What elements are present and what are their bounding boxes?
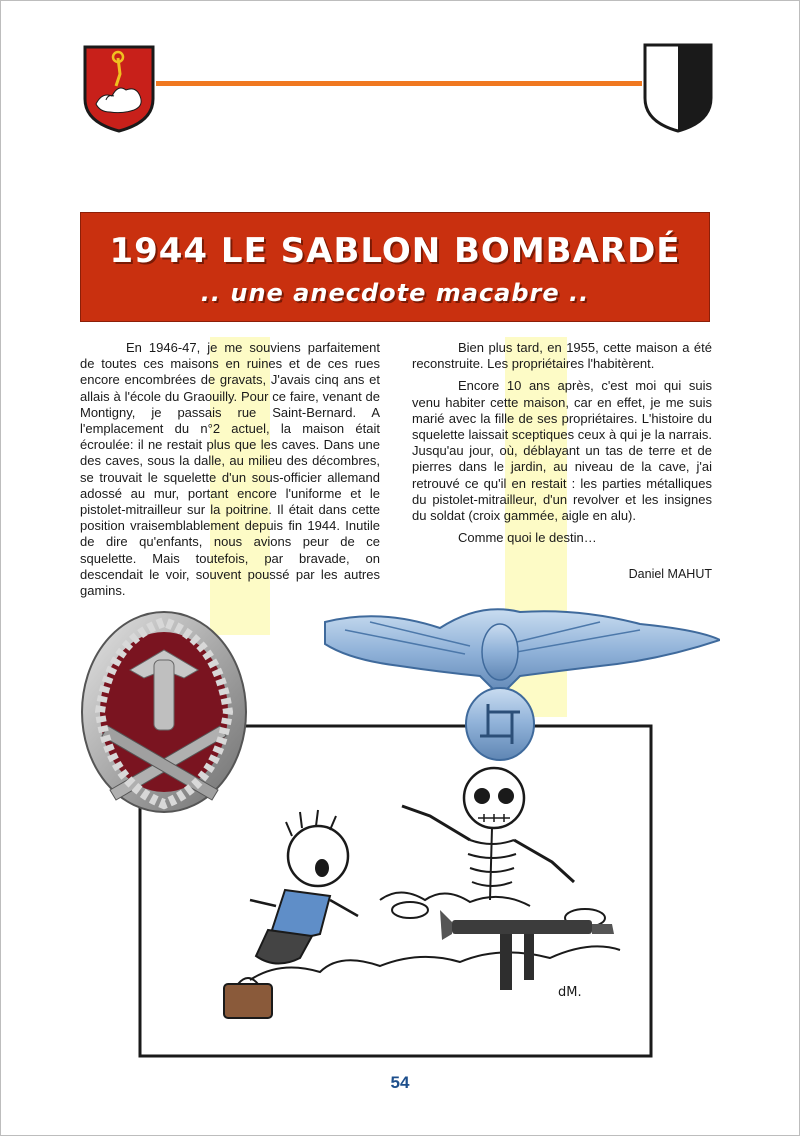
header-rule bbox=[156, 81, 642, 86]
illustration-collage bbox=[80, 600, 720, 1060]
author-name: Daniel MAHUT bbox=[628, 567, 712, 581]
coat-of-arms-red-griffin-icon bbox=[82, 44, 156, 134]
article-column-left bbox=[80, 340, 380, 605]
paragraph: En 1946-47, je me souviens parfaitement de toutes ces maisons en ruines et de ces rues encore encombrées de gravats, J'avais cinq ans et allais à l'école du Graouilly. Pour ce faire, venant de Montigny, je passais rue Saint-Bernard. A l'emplacement du n°2 actuel, la maison était écroulée: il ne restait plus que les caves. Dans une des caves, sous la dalle, au milieu des décombres, se trouvait le squelette d'un sous-officier allemand adossé au mur, portant encore l'uniforme et le pistolet-mitrailleur sur la poitrine. Il était dans cette position vraisemblablement depuis fin 1944. Inutile de dire qu'enfants, nous avions peur de ce squelette. Mais toutefois, par bravade, on descendait le voir, souvent poussé par les autres gamins. bbox=[80, 340, 380, 599]
assault-badge-photo bbox=[82, 612, 246, 812]
paragraph: Bien plus tard, en 1955, cette maison a été reconstruite. Les propriétaires l'habitèrent. bbox=[412, 340, 712, 372]
page-subtitle: .. une anecdote macabre .. bbox=[200, 279, 590, 307]
article-column-right bbox=[412, 340, 712, 552]
paragraph: Comme quoi le destin… bbox=[458, 530, 597, 546]
cartoon-signature: dM. bbox=[558, 985, 582, 1000]
title-banner bbox=[80, 212, 710, 322]
page-title: 1944 LE SABLON BOMBARDÉ bbox=[109, 231, 681, 271]
coat-of-arms-black-white-icon bbox=[642, 42, 714, 134]
page-number: 54 bbox=[390, 1073, 410, 1092]
paragraph: Encore 10 ans après, c'est moi qui suis venu habiter cette maison, car en effet, je me suis marié avec la fille de ses propriétaires. L'histoire du squelette laissait sceptiques ceux à qui je la narrais. Jusqu'au jour, où, déblayant un tas de terre et de pierres dans le jardin, au niveau de la cave, j'ai retrouvé ce qu'il en restait : les parties métalliques du pistolet-mitrailleur, d'un revolver et les insignes du soldat (croix gammée, aigle en alu). bbox=[412, 378, 712, 524]
